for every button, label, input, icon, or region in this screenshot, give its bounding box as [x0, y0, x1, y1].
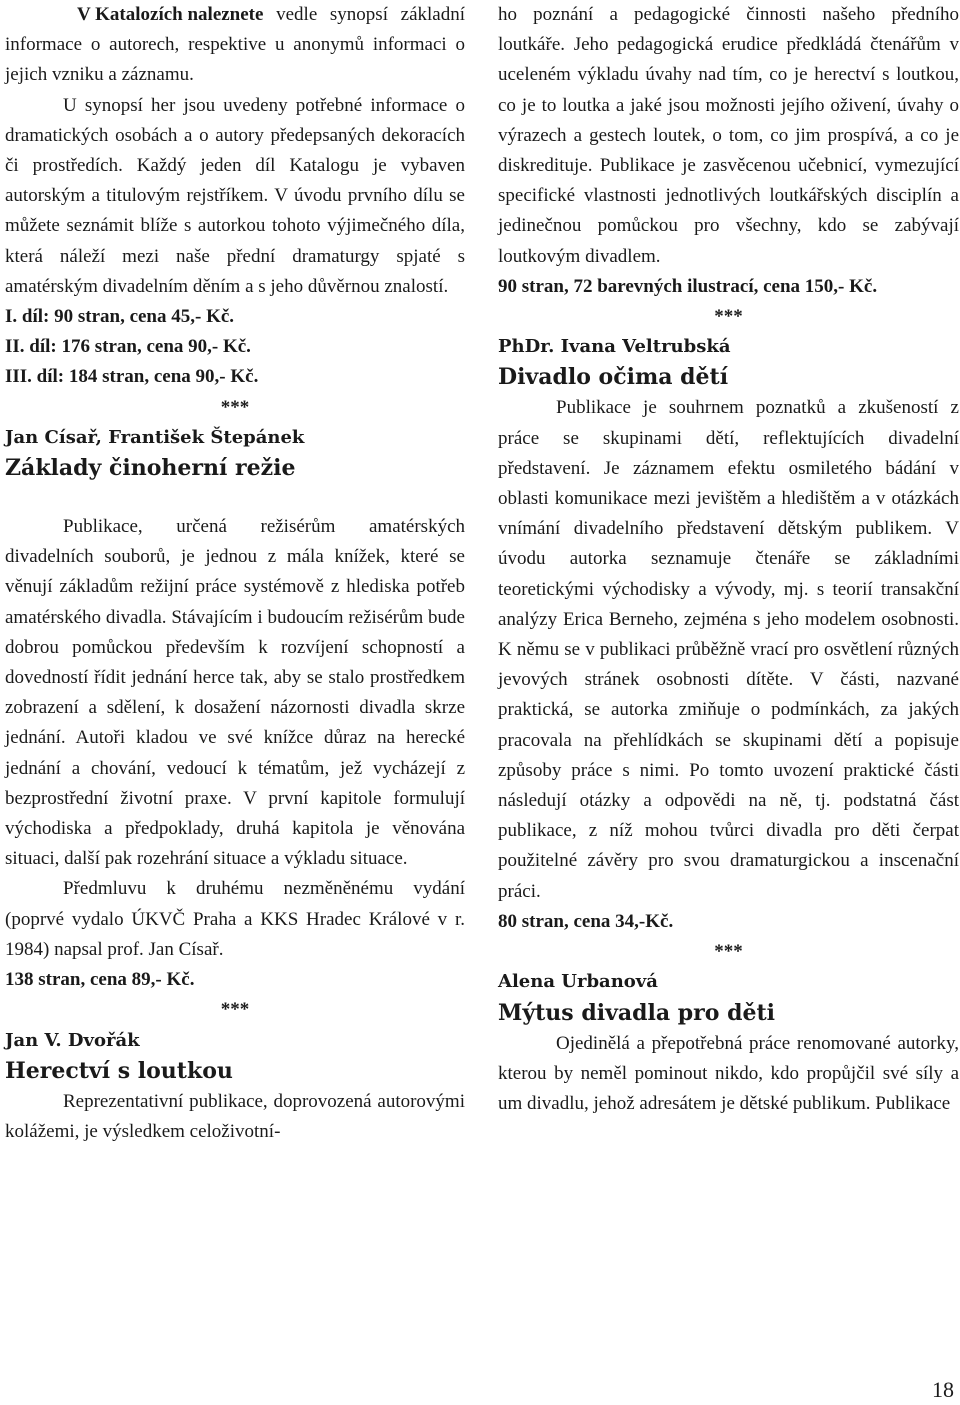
intro-text: vedle synopsí základní informace o autorech, respektive u anonymů informaci o jejich vzniku a záznamu. — [5, 4, 465, 86]
volume-3-price: III. díl: 184 stran, cena 90,- Kč. — [5, 366, 259, 388]
volume-2-price: II. díl: 176 stran, cena 90,- Kč. — [5, 336, 251, 358]
book-foreword-note: Předmluvu k druhému nezměněnému vydání (poprvé vydalo ÚKVČ Praha a KKS Hradec Králové v r. 1984) napsal prof. Jan Císař. — [5, 878, 465, 960]
book-author: Alena Urbanová — [498, 971, 658, 993]
left-column — [5, 0, 465, 1147]
intro-lead: V Katalozích naleznete — [77, 4, 264, 25]
book-title: Mýtus divadla pro děti — [498, 999, 775, 1026]
spacer — [5, 484, 465, 512]
volume-1-price: I. díl: 90 stran, cena 45,- Kč. — [5, 306, 235, 328]
book-description: Publikace je souhrnem poznatků a zkušeností z práce se skupinami dětí, reflektujících divadelní představení. Je záznamem efektu osmiletého bádání v oblasti komunikace mezi jevištěm a hledištěm a v otázkách vnímání divadelního představení dětským publikem. V úvodu autorka seznamuje čtenáře se základními teoretickými východisky a vývody, mj. s teorií transakční analýzy Erica Berneho, zejména s jeho modelem osobnosti. K němu se v publikaci průběžně vrací pro osvětlení různých jevových stránek osobnosti dítěte. V části, nazvané praktická, se autorka zmiňuje o podmínkách, za jakých pracovala na přehlídkách se skupinami dětí a popisuje způsoby práce s nimi. Po tomto uvození praktické části následují otázky a odpovědi na ně, tj. podstatná část publikace, z níž mohou tvůrci divadla pro děti čerpat použitelné závěry pro svou dramaturgickou a inscenační práci. — [498, 397, 959, 902]
separator: *** — [714, 306, 743, 328]
book-title: Herectví s loutkou — [5, 1057, 233, 1084]
book-price: 138 stran, cena 89,- Kč. — [5, 969, 195, 991]
separator: *** — [220, 396, 250, 418]
book-price: 90 stran, 72 barevných ilustrací, cena 150,- Kč. — [498, 275, 878, 297]
book-description: Reprezentativní publikace, doprovozená autorovými kolážemi, je výsledkem celoživotní- — [5, 1090, 465, 1142]
synopsis-paragraph: U synopsí her jsou uvedeny potřebné informace o dramatických osobách a o autory předepsaných dekoracích či prostředích. Každý jeden díl Katalogu je vybaven autorským a titulovým rejstříkem. V úvodu prvního dílu se můžete seznámit blíže s autorkou tohoto výjimečného díla, která náleží mezi naše přední dramaturgy spjaté s amatérským divadelním děním a s jeho důvěrnou znalostí. — [5, 94, 465, 297]
separator: *** — [220, 999, 250, 1021]
book-title: Základy činoherní režie — [5, 455, 296, 482]
book-title: Divadlo očima dětí — [498, 364, 729, 391]
book-author: PhDr. Ivana Veltrubská — [498, 336, 731, 358]
right-column — [498, 0, 959, 1119]
page-number: 18 — [932, 1377, 954, 1402]
book-price: 80 stran, cena 34,-Kč. — [498, 910, 674, 932]
book-description-continued: ho poznání a pedagogické činnosti našeho předního loutkáře. Jeho pedagogická erudice předkládá čtenářům v uceleném výkladu úvahy nad tím, co je herectví s loutkou, co je to loutka a jaké jsou možnosti jejího oživení, úvahy o výrazech a gestech loutek, o tom, co jim prospívá, a co je diskredituje. Publikace je zasvěcenou učebnicí, vymezující specifické vlastnosti jednotlivých loutkářských disciplín a jedinečnou pomůckou pro všechny, kdo se zabývají loutkovým divadlem. — [498, 4, 959, 267]
intro-paragraph — [5, 0, 465, 91]
book-description: Publikace, určená režisérům amatérských divadelních souborů, je jednou z mála knížek, které se věnují základům režijní práce systémově z hlediska potřeb amatérského divadla. Stávajícím i budoucím režisérům bude dobrou pomůckou především k rozvíjení schopností a dovedností řídit jednání herce tak, aby se stalo prostředkem zobrazení a sdělení, k dosažení názornosti divadla skrze jednání. Autoři kladou ve své knížce důraz na herecké jednání a chování, vedoucí k tématům, jež vycházejí z bezprostřední životní praxe. V první kapitole formulují východiska a předpoklady, druhá kapitola je věnována situaci, další pak rozehrání situace a výkladu situace. — [5, 516, 465, 870]
separator: *** — [714, 941, 743, 963]
book-author: Jan Císař, František Štepánek — [5, 426, 305, 448]
book-description: Ojedinělá a přepotřebná práce renomované autorky, kterou by neměl pominout nikdo, kdo propůjčil své síly a um divadlu, jehož adresátem je dětské publikum. Publikace — [498, 1032, 959, 1114]
book-author: Jan V. Dvořák — [5, 1029, 140, 1051]
